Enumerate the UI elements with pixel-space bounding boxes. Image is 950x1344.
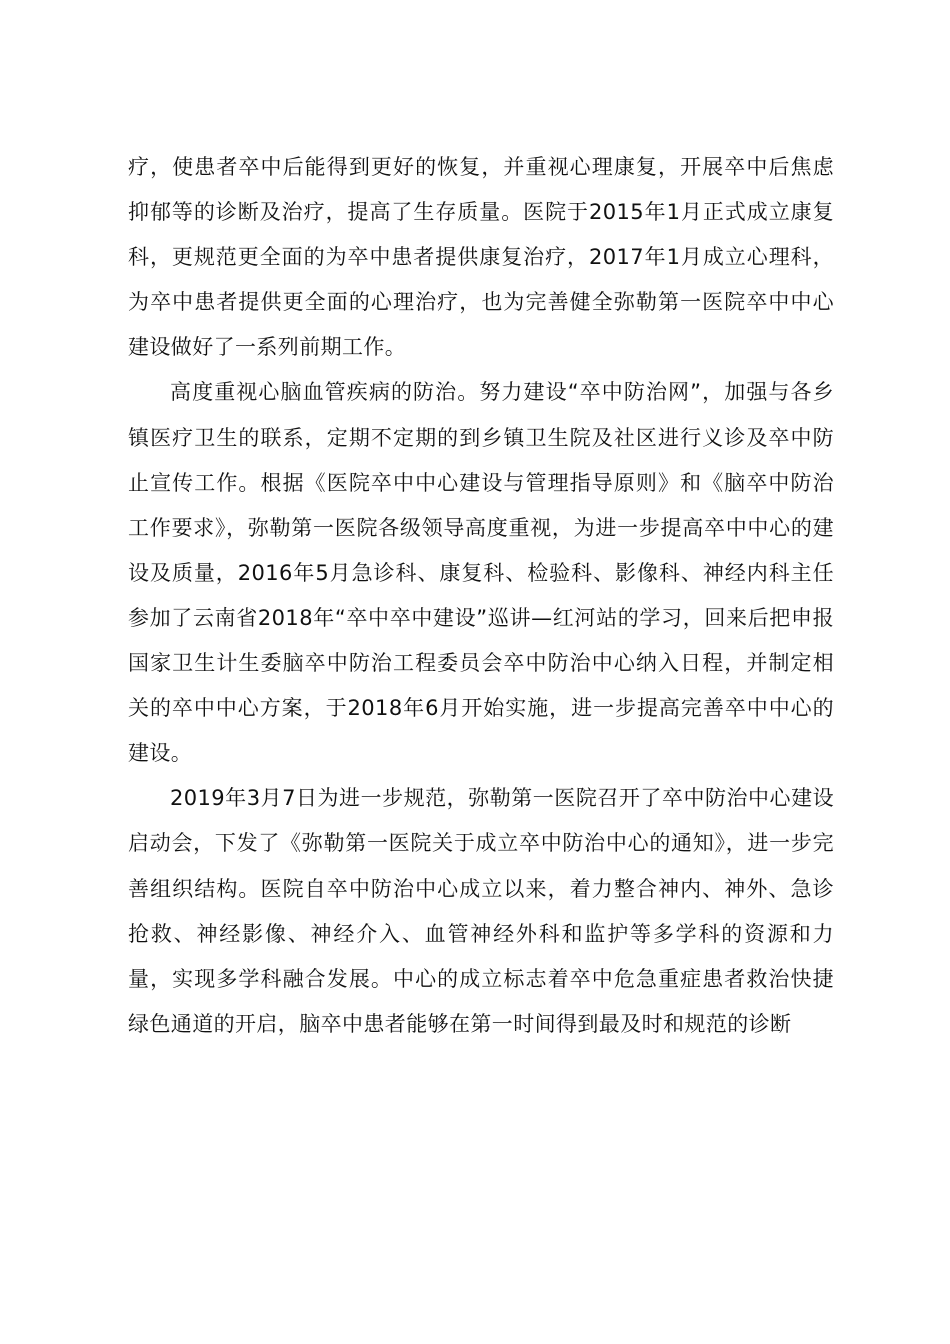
paragraph-2: 高度重视心脑血管疾病的防治。努力建设“卒中防治网”，加强与各乡镇医疗卫生的联系，定期不定期的到乡镇卫生院及社区进行义诊及卒中防止宣传工作。根据《医院卒中中心建设与管理指导原则》和《脑卒中防治工作要求》，弥勒第一医院各级领导高度重视，为进一步提高卒中中心的建设及质量，2016年5月急诊科、康复科、检验科、影像科、神经内科主任参加了云南省2018年“卒中卒中建设”巡讲—红河站的学习，回来后把申报国家卫生计生委脑卒中防治工程委员会卒中防治中心纳入日程，并制定相关的卒中中心方案，于2018年6月开始实施，进一步提高完善卒中中心的建设。 (128, 380, 834, 766)
paragraph-1: 疗，使患者卒中后能得到更好的恢复，并重视心理康复，开展卒中后焦虑抑郁等的诊断及治疗，提高了生存质量。医院于2015年1月正式成立康复科，更规范更全面的为卒中患者提供康复治疗，2017年1月成立心理科，为卒中患者提供更全面的心理治疗，也为完善健全弥勒第一医院卒中中心建设做好了一系列前期工作。 (128, 155, 834, 360)
document-body (128, 145, 834, 1047)
paragraph-3: 2019年3月7日为进一步规范，弥勒第一医院召开了卒中防治中心建设启动会，下发了《弥勒第一医院关于成立卒中防治中心的通知》，进一步完善组织结构。医院自卒中防治中心成立以来，着力整合神内、神外、急诊抢救、神经影像、神经介入、血管神经外科和监护等多学科的资源和力量，实现多学科融合发展。中心的成立标志着卒中危急重症患者救治快捷绿色通道的开启，脑卒中患者能够在第一时间得到最及时和规范的诊断 (128, 786, 834, 1036)
